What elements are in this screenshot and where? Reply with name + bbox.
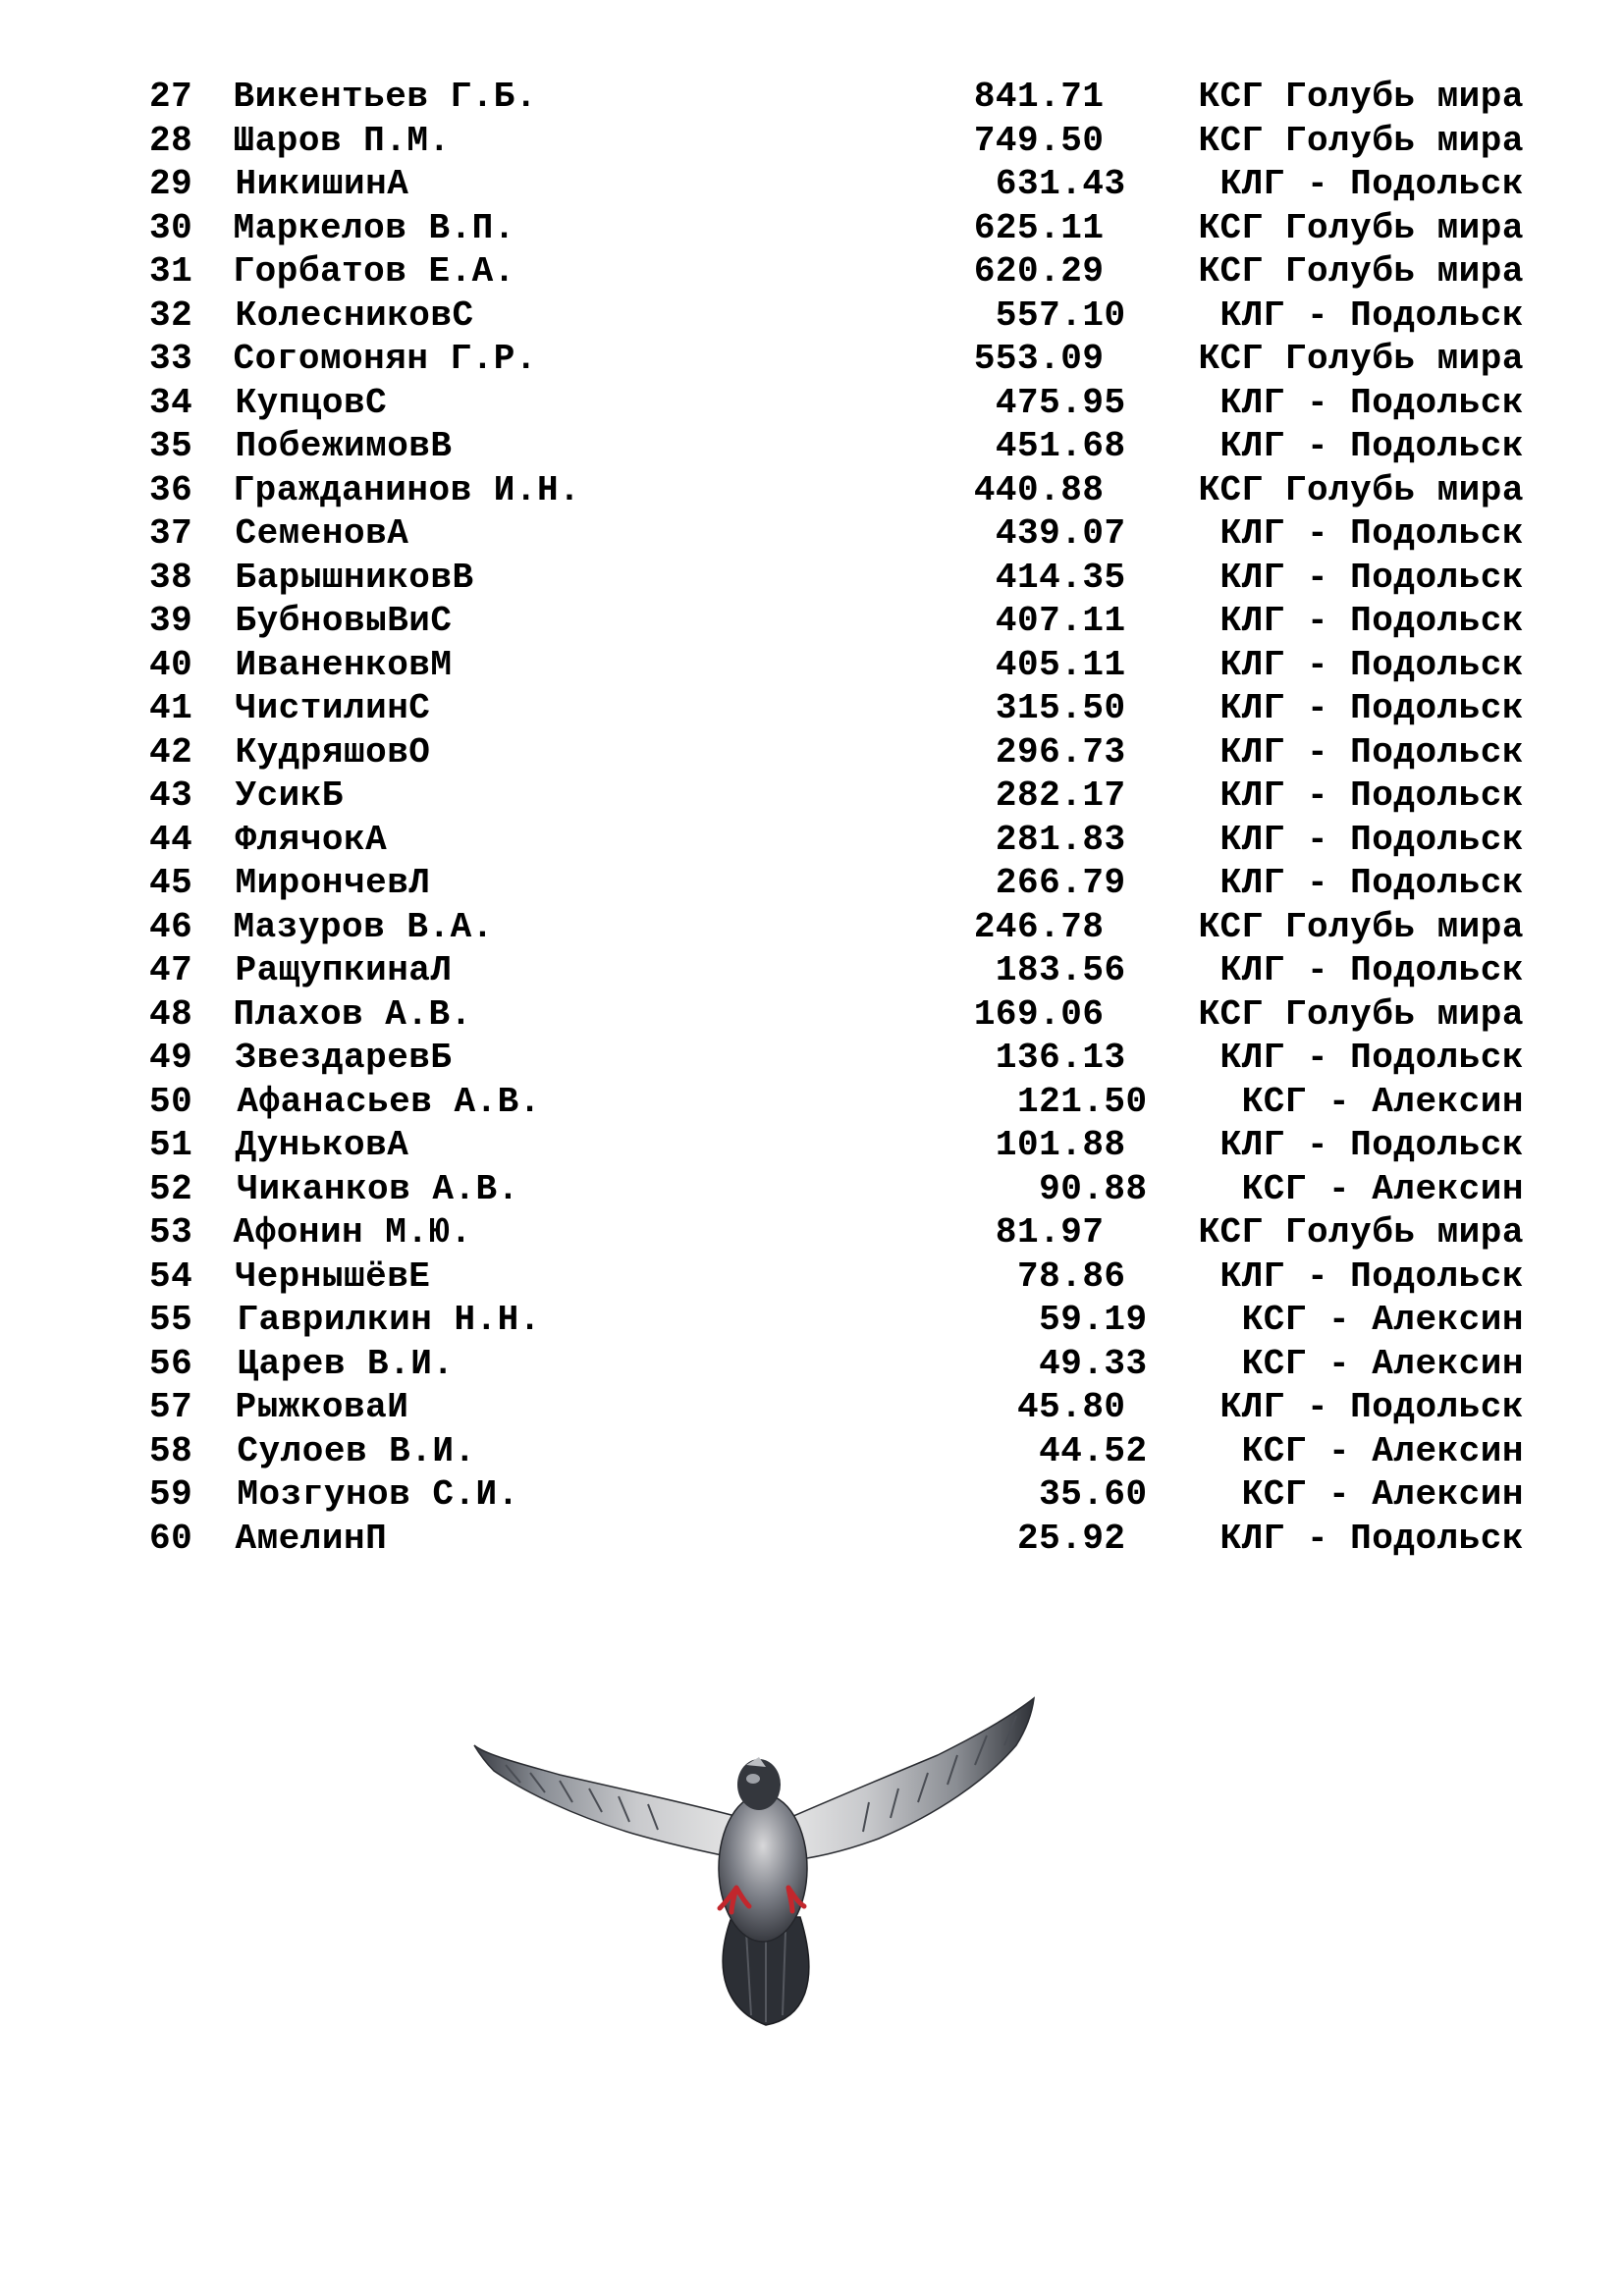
rank-cell: 55 [149, 1300, 193, 1340]
rank-cell: 38 [149, 557, 193, 598]
club-cell: КЛГ - Подольск [1219, 601, 1524, 641]
rank-cell: 51 [149, 1125, 193, 1165]
rank-cell: 32 [149, 294, 193, 336]
name-cell: Афонин М.Ю. [233, 1212, 472, 1253]
table-row [149, 121, 1524, 165]
table-row [149, 1300, 1524, 1344]
rank-cell: 50 [149, 1081, 193, 1122]
name-cell: БубновыВиС [235, 601, 453, 641]
club-cell: КЛГ - Подольск [1219, 164, 1524, 204]
score-cell: 101.88 [995, 1125, 1126, 1165]
table-row [149, 1212, 1524, 1256]
rank-cell: 43 [149, 775, 193, 816]
name-cell: ЧистилинС [235, 688, 431, 728]
table-row [149, 994, 1524, 1039]
score-cell: 282.17 [995, 775, 1126, 816]
club-cell: КЛГ - Подольск [1219, 775, 1524, 816]
table-row [149, 601, 1524, 645]
name-cell: КолесниковС [235, 294, 474, 336]
table-row [149, 1038, 1524, 1082]
club-cell: КЛГ - Подольск [1219, 1518, 1524, 1559]
name-cell: Чиканков А.В. [237, 1168, 519, 1209]
club-cell: КСГ Голубь мира [1198, 120, 1524, 161]
rank-cell: 41 [149, 688, 193, 728]
score-cell: 81.97 [995, 1212, 1105, 1253]
rank-cell: 56 [149, 1343, 193, 1384]
score-cell: 90.88 [1039, 1168, 1148, 1209]
results-table [149, 77, 1524, 1562]
score-cell: 25.92 [1017, 1518, 1126, 1559]
table-row [149, 426, 1524, 470]
club-cell: КЛГ - Подольск [1219, 688, 1524, 728]
name-cell: ПобежимовВ [235, 426, 453, 466]
club-cell: КСГ Голубь мира [1198, 77, 1524, 117]
table-row [149, 1082, 1524, 1126]
club-cell: КЛГ - Подольск [1219, 382, 1524, 423]
name-cell: КудряшовО [235, 731, 431, 773]
club-cell: КСГ Голубь мира [1198, 339, 1524, 379]
table-row [149, 645, 1524, 689]
club-cell: КСГ - Алексин [1241, 1474, 1524, 1515]
table-row [149, 164, 1524, 208]
score-cell: 620.29 [973, 251, 1105, 292]
table-row [149, 1125, 1524, 1169]
name-cell: Царев В.И. [237, 1343, 455, 1384]
name-cell: КупцовС [235, 382, 388, 423]
pigeon-icon [466, 1686, 1056, 2050]
table-row [149, 208, 1524, 252]
rank-cell: 40 [149, 644, 193, 685]
name-cell: Мазуров В.А. [233, 906, 494, 947]
table-row [149, 1474, 1524, 1519]
table-row [149, 732, 1524, 776]
score-cell: 136.13 [995, 1038, 1126, 1078]
table-row [149, 295, 1524, 340]
club-cell: КЛГ - Подольск [1219, 294, 1524, 336]
name-cell: РыжковаИ [235, 1387, 409, 1427]
table-row [149, 470, 1524, 514]
name-cell: Сулоев В.И. [237, 1430, 476, 1471]
rank-cell: 39 [149, 601, 193, 641]
club-cell: КЛГ - Подольск [1219, 863, 1524, 903]
rank-cell: 27 [149, 77, 193, 117]
table-row [149, 513, 1524, 558]
score-cell: 557.10 [995, 294, 1126, 336]
rank-cell: 49 [149, 1038, 193, 1078]
club-cell: КЛГ - Подольск [1219, 731, 1524, 773]
table-row [149, 863, 1524, 907]
club-cell: КСГ Голубь мира [1198, 469, 1524, 510]
table-row [149, 558, 1524, 602]
rank-cell: 58 [149, 1430, 193, 1471]
club-cell: КЛГ - Подольск [1219, 819, 1524, 860]
name-cell: Шаров П.М. [233, 120, 451, 161]
rank-cell: 57 [149, 1387, 193, 1427]
rank-cell: 42 [149, 731, 193, 773]
name-cell: Мозгунов С.И. [237, 1474, 519, 1515]
rank-cell: 28 [149, 120, 193, 161]
table-row [149, 77, 1524, 121]
rank-cell: 45 [149, 863, 193, 903]
score-cell: 281.83 [995, 819, 1126, 860]
score-cell: 246.78 [973, 906, 1105, 947]
rank-cell: 47 [149, 950, 193, 990]
name-cell: Гражданинов И.Н. [233, 469, 581, 510]
rank-cell: 59 [149, 1474, 193, 1515]
club-cell: КЛГ - Подольск [1219, 1387, 1524, 1427]
rank-cell: 60 [149, 1518, 193, 1559]
name-cell: НикишинА [235, 164, 409, 204]
score-cell: 451.68 [995, 426, 1126, 466]
club-cell: КЛГ - Подольск [1219, 1255, 1524, 1297]
score-cell: 315.50 [995, 688, 1126, 728]
rank-cell: 35 [149, 426, 193, 466]
table-row [149, 1256, 1524, 1301]
table-row [149, 339, 1524, 383]
name-cell: СеменовА [235, 513, 409, 554]
club-cell: КЛГ - Подольск [1219, 426, 1524, 466]
club-cell: КСГ - Алексин [1241, 1081, 1524, 1122]
score-cell: 475.95 [995, 382, 1126, 423]
name-cell: Плахов А.В. [233, 993, 472, 1035]
name-cell: Горбатов Е.А. [233, 251, 515, 292]
score-cell: 296.73 [995, 731, 1126, 773]
score-cell: 631.43 [995, 164, 1126, 204]
table-row [149, 383, 1524, 427]
name-cell: Маркелов В.П. [233, 207, 515, 248]
club-cell: КСГ Голубь мира [1198, 251, 1524, 292]
table-row [149, 1519, 1524, 1563]
name-cell: ФлячокА [235, 819, 388, 860]
score-cell: 439.07 [995, 513, 1126, 554]
score-cell: 35.60 [1039, 1474, 1148, 1515]
name-cell: Согомонян Г.Р. [233, 339, 537, 379]
score-cell: 44.52 [1039, 1430, 1148, 1471]
name-cell: УсикБ [235, 775, 344, 816]
table-row [149, 950, 1524, 994]
club-cell: КЛГ - Подольск [1219, 950, 1524, 990]
club-cell: КСГ Голубь мира [1198, 993, 1524, 1035]
rank-cell: 36 [149, 469, 193, 510]
table-row [149, 907, 1524, 951]
score-cell: 49.33 [1039, 1343, 1148, 1384]
score-cell: 440.88 [973, 469, 1105, 510]
table-row [149, 775, 1524, 820]
club-cell: КЛГ - Подольск [1219, 1125, 1524, 1165]
rank-cell: 33 [149, 339, 193, 379]
score-cell: 625.11 [973, 207, 1105, 248]
name-cell: Викентьев Г.Б. [233, 77, 537, 117]
rank-cell: 31 [149, 251, 193, 292]
rank-cell: 29 [149, 164, 193, 204]
club-cell: КЛГ - Подольск [1219, 557, 1524, 598]
club-cell: КСГ Голубь мира [1198, 1212, 1524, 1253]
name-cell: ДуньковА [235, 1125, 409, 1165]
score-cell: 405.11 [995, 644, 1126, 685]
rank-cell: 46 [149, 906, 193, 947]
score-cell: 45.80 [1017, 1387, 1126, 1427]
club-cell: КСГ Голубь мира [1198, 207, 1524, 248]
table-row [149, 1344, 1524, 1388]
rank-cell: 48 [149, 993, 193, 1035]
score-cell: 183.56 [995, 950, 1126, 990]
rank-cell: 30 [149, 207, 193, 248]
name-cell: ИваненковМ [235, 644, 453, 685]
score-cell: 78.86 [1017, 1255, 1126, 1297]
club-cell: КЛГ - Подольск [1219, 1038, 1524, 1078]
name-cell: ЧернышёвЕ [235, 1255, 431, 1297]
name-cell: БарышниковВ [235, 557, 474, 598]
table-row [149, 251, 1524, 295]
rank-cell: 34 [149, 382, 193, 423]
table-row [149, 1169, 1524, 1213]
rank-cell: 37 [149, 513, 193, 554]
score-cell: 407.11 [995, 601, 1126, 641]
score-cell: 169.06 [973, 993, 1105, 1035]
club-cell: КСГ - Алексин [1241, 1300, 1524, 1340]
score-cell: 553.09 [973, 339, 1105, 379]
name-cell: МирончевЛ [235, 863, 431, 903]
table-row [149, 820, 1524, 864]
rank-cell: 44 [149, 819, 193, 860]
rank-cell: 54 [149, 1255, 193, 1297]
rank-cell: 53 [149, 1212, 193, 1253]
club-cell: КЛГ - Подольск [1219, 513, 1524, 554]
table-row [149, 1387, 1524, 1431]
rank-cell: 52 [149, 1168, 193, 1209]
club-cell: КСГ Голубь мира [1198, 906, 1524, 947]
club-cell: КСГ - Алексин [1241, 1430, 1524, 1471]
name-cell: ЗвездаревБ [235, 1038, 453, 1078]
name-cell: АмелинП [235, 1518, 388, 1559]
score-cell: 414.35 [995, 557, 1126, 598]
score-cell: 749.50 [973, 120, 1105, 161]
club-cell: КСГ - Алексин [1241, 1343, 1524, 1384]
table-row [149, 688, 1524, 732]
club-cell: КЛГ - Подольск [1219, 644, 1524, 685]
score-cell: 59.19 [1039, 1300, 1148, 1340]
table-row [149, 1431, 1524, 1475]
name-cell: Афанасьев А.В. [237, 1081, 541, 1122]
score-cell: 266.79 [995, 863, 1126, 903]
name-cell: Гаврилкин Н.Н. [237, 1300, 541, 1340]
score-cell: 121.50 [1017, 1081, 1148, 1122]
club-cell: КСГ - Алексин [1241, 1168, 1524, 1209]
name-cell: РащупкинаЛ [235, 950, 453, 990]
score-cell: 841.71 [973, 77, 1105, 117]
